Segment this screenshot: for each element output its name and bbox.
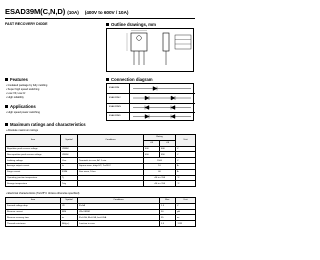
- table-cell: Surge current: [6, 169, 61, 175]
- column-subheader: -06: [160, 140, 176, 146]
- max-ratings-subheading: ▪ Absolute maximum ratings: [6, 129, 39, 132]
- table-cell: 650: [160, 152, 176, 158]
- connection-row-label: ESAD39M: [109, 87, 120, 89]
- voltage-rating: (400V to 600V / 10A): [84, 11, 129, 16]
- column-header: Conditions: [78, 198, 160, 204]
- max-ratings-table: [5, 134, 196, 187]
- table-cell: VRSM: [61, 152, 78, 158]
- table-cell: V: [176, 152, 196, 158]
- table-cell: Sine wave, 10ms: [78, 169, 144, 175]
- table-cell: Storage temperature: [6, 181, 61, 187]
- current-rating: (10A): [67, 11, 79, 16]
- table-cell: 450: [144, 152, 160, 158]
- column-header: Unit: [176, 198, 196, 204]
- column-header: Item: [6, 198, 61, 204]
- connection-row-label: ESAD39MD: [109, 115, 121, 117]
- table-cell: V: [176, 158, 196, 164]
- table-cell: 35: [160, 215, 176, 221]
- table-cell: -40 to +150: [144, 175, 176, 181]
- bullet-square-icon: [106, 78, 109, 81]
- list-item: ▪ Low VF, Low Irr: [6, 92, 26, 95]
- electrical-table: [5, 197, 196, 227]
- page-title: [5, 7, 128, 16]
- connection-diagram-box: [106, 83, 194, 121]
- table-cell: 600: [160, 146, 176, 152]
- column-header: Rating: [144, 135, 176, 141]
- bullet-square-icon: [5, 123, 8, 126]
- table-cell: Isolating voltage: [6, 158, 61, 164]
- title-rule: [5, 18, 195, 19]
- table-cell: Forward voltage drop: [6, 203, 61, 209]
- table-cell: IF=5A: [78, 203, 160, 209]
- column-header: Conditions: [78, 135, 144, 147]
- table-cell: °C: [176, 175, 196, 181]
- table-cell: trr: [61, 215, 78, 221]
- table-cell: V: [176, 146, 196, 152]
- table-cell: IRM: [61, 209, 78, 215]
- table-cell: Repetitive peak reverse voltage: [6, 146, 61, 152]
- table-cell: Operating junction temperature: [6, 175, 61, 181]
- table-cell: 1.5: [160, 203, 176, 209]
- table-cell: IFSM: [61, 169, 78, 175]
- column-header: Unit: [176, 135, 196, 147]
- package-outline-drawing: [107, 29, 195, 73]
- table-cell: VR=VRRM: [78, 209, 160, 215]
- applications-list: [6, 111, 40, 115]
- column-header: Max.: [160, 198, 176, 204]
- applications-heading: Applications: [5, 104, 36, 109]
- column-subheader: -04: [144, 140, 160, 146]
- list-item: ▪ High speed power switching: [6, 111, 40, 114]
- list-item: ▪ High reliability: [6, 96, 24, 99]
- table-cell: Viso: [61, 158, 78, 164]
- table-cell: 60: [144, 169, 176, 175]
- device-type: FAST RECOVERY DIODE: [5, 22, 48, 26]
- column-header: Item: [6, 135, 61, 147]
- table-cell: A: [176, 163, 196, 169]
- bullet-square-icon: [106, 23, 109, 26]
- table-cell: 10: [144, 163, 176, 169]
- table-cell: A: [176, 169, 196, 175]
- table-cell: µA: [176, 209, 196, 215]
- part-number: ESAD39M(C,N,D): [5, 7, 66, 16]
- table-cell: Reverse current: [6, 209, 61, 215]
- bullet-square-icon: [5, 105, 8, 108]
- table-cell: Non-repetitive peak reverse voltage: [6, 152, 61, 158]
- table-cell: IF=0.1A, IR=0.2A, Irr=0.05A: [78, 215, 160, 221]
- column-header: Symbol: [61, 198, 78, 204]
- connection-row-label: ESAD39MC: [109, 96, 121, 99]
- features-list: [6, 84, 47, 100]
- table-row: [6, 181, 196, 187]
- table-cell: V: [176, 203, 196, 209]
- table-cell: Average output current: [6, 163, 61, 169]
- outline-heading: Outline drawings, mm: [106, 22, 156, 27]
- connection-heading: Connection diagram: [106, 77, 153, 82]
- table-cell: Square wave, duty=1/2, Tc=90°C: [78, 163, 144, 169]
- max-ratings-heading: Maximum ratings and characteristics: [5, 122, 86, 127]
- table-cell: Thermal resistance: [6, 221, 61, 227]
- table-cell: Junction to case: [78, 221, 160, 227]
- connection-row-label: ESAD39MN: [109, 106, 121, 108]
- features-heading: Features: [5, 77, 28, 82]
- table-cell: VF: [61, 203, 78, 209]
- table-cell: 400: [144, 146, 160, 152]
- outline-drawing-box: [106, 28, 194, 72]
- diode-symbols: [131, 84, 193, 121]
- table-cell: Io: [61, 163, 78, 169]
- table-cell: [78, 181, 144, 187]
- column-header: Symbol: [61, 135, 78, 147]
- table-cell: 1500: [144, 158, 176, 164]
- table-cell: Rth(j-c): [61, 221, 78, 227]
- list-item: ▪ Super high speed switching: [6, 88, 40, 91]
- table-cell: Tstg: [61, 181, 78, 187]
- list-item: ▪ Insulated package by fully molding: [6, 84, 48, 87]
- table-row: [6, 221, 196, 227]
- table-cell: Tj: [61, 175, 78, 181]
- table-cell: 3.5: [160, 221, 176, 227]
- table-cell: °C/W: [176, 221, 196, 227]
- bullet-square-icon: [5, 78, 8, 81]
- table-cell: °C: [176, 181, 196, 187]
- table-cell: -40 to +150: [144, 181, 176, 187]
- table-cell: VRRM: [61, 146, 78, 152]
- table-cell: Reverse recovery time: [6, 215, 61, 221]
- electrical-heading: ▪ Electrical characteristics (Ta=25°C Unless otherwise specified): [6, 192, 80, 195]
- table-cell: ns: [176, 215, 196, 221]
- table-cell: 50: [160, 209, 176, 215]
- table-cell: Terminals to case, AC 1 min.: [78, 158, 144, 164]
